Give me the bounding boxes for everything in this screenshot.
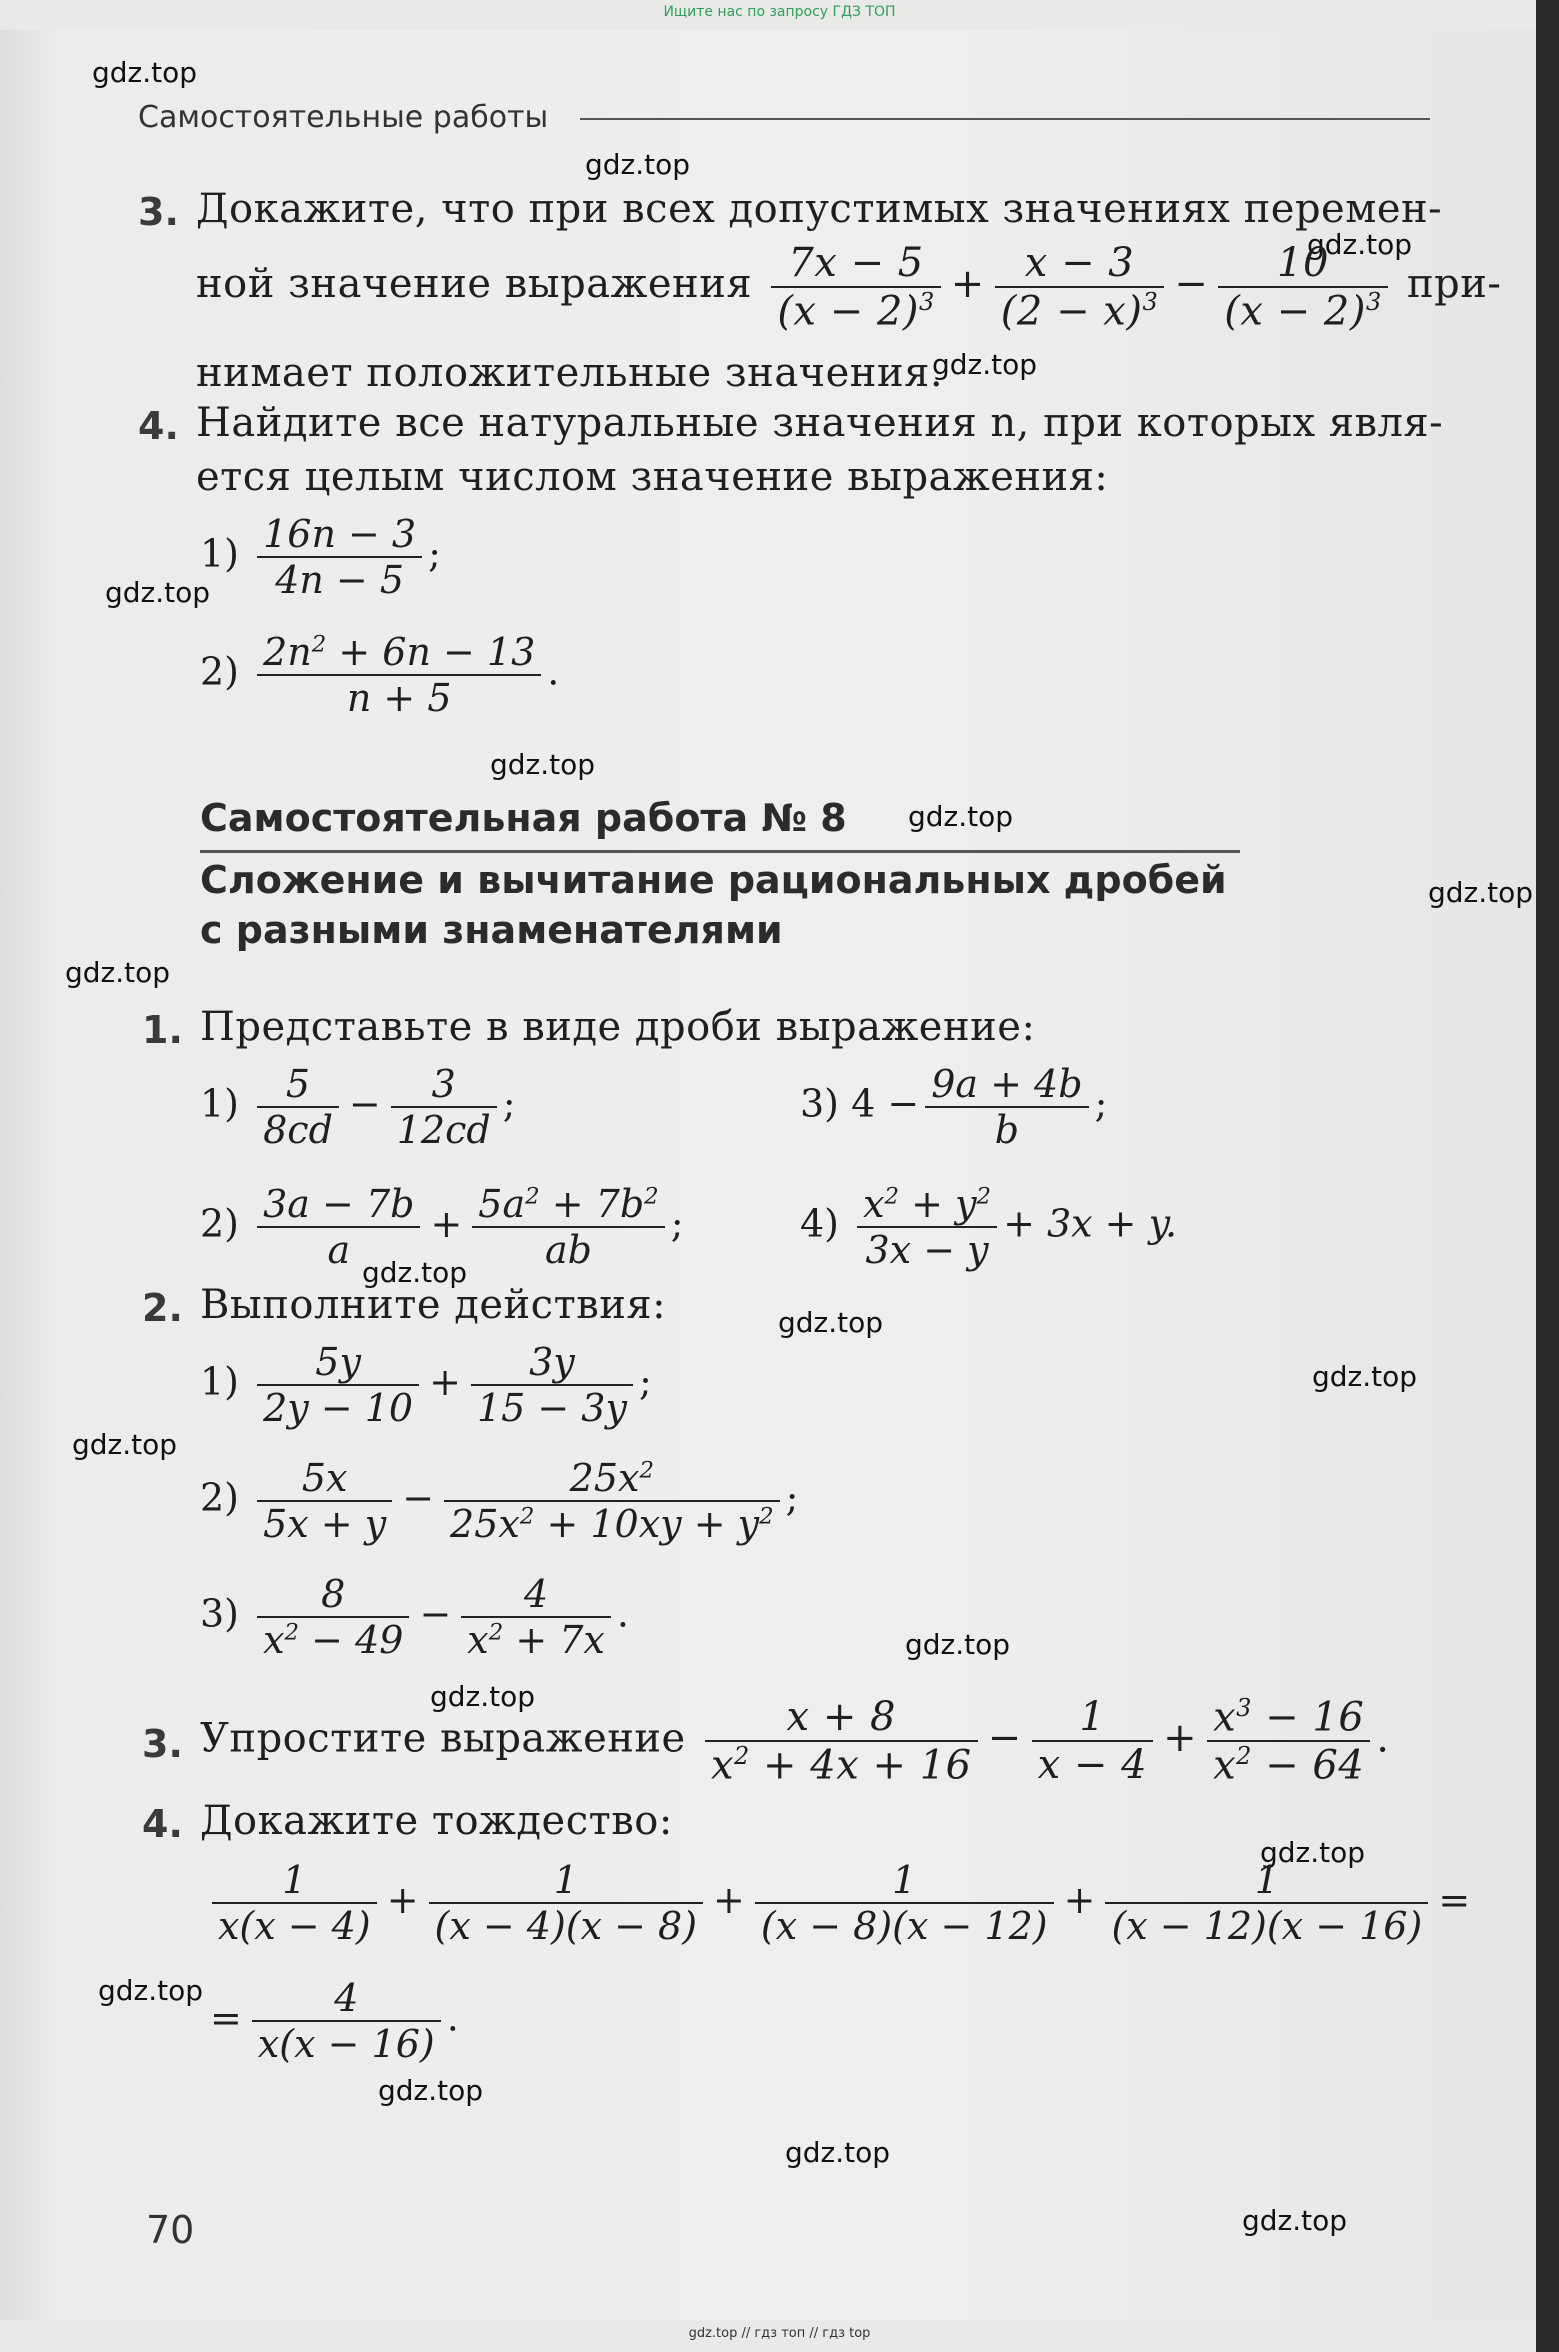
fraction: [391, 1062, 497, 1152]
section-subtitle: с разными знаменателями: [200, 908, 783, 952]
term: x: [263, 1618, 285, 1662]
fraction: [471, 1340, 633, 1430]
watermark: gdz.top: [92, 56, 198, 89]
fraction: [705, 1694, 978, 1788]
term: + y: [911, 1182, 977, 1226]
numerator: [1207, 1694, 1370, 1742]
item-label: 4): [800, 1201, 840, 1246]
task-number: 1.: [142, 1008, 183, 1052]
denominator: 3x − y: [865, 1228, 989, 1272]
term: x: [1213, 1694, 1237, 1741]
numerator: 5: [257, 1062, 339, 1108]
numerator: 1: [1032, 1694, 1153, 1742]
numerator: 1: [429, 1858, 704, 1904]
denominator: x(x − 16): [257, 2022, 435, 2066]
fraction: [212, 1858, 377, 1948]
text: ной значение выражения: [196, 261, 753, 308]
item: [200, 630, 559, 720]
denominator: [257, 1618, 409, 1662]
watermark: gdz.top: [430, 1680, 536, 1713]
item: 1) $\frac{5}{8cd}$ − $\frac{3}{12cd}$ ;: [200, 1062, 516, 1152]
numerator: 1: [755, 1858, 1054, 1904]
denominator: n + 5: [346, 676, 452, 720]
term: + 4x + 16: [763, 1742, 972, 1789]
term: − 64: [1265, 1742, 1365, 1789]
watermark: gdz.top: [1428, 876, 1534, 909]
exponent: 2: [644, 1183, 659, 1210]
denominator-base: (x − 2): [1224, 288, 1366, 335]
punct: ;: [1094, 1081, 1108, 1126]
punct: .: [547, 649, 560, 694]
fraction: [257, 630, 541, 720]
task-text: ется целым числом значение выражения:: [196, 454, 1109, 500]
term: + 6n − 13: [338, 630, 536, 674]
task-number: 2.: [142, 1286, 183, 1330]
item: 1) $\frac{5y}{2y - 10}$ + $\frac{3y}{15 - 3y}$ ;: [200, 1340, 652, 1430]
punct: .: [446, 1995, 459, 2040]
fraction: [1032, 1694, 1153, 1788]
item: 3) $\frac{8}{x^2 - 49}$ − $\frac{4}{x^2 + 7x}$ .: [200, 1572, 629, 1662]
fraction: [429, 1858, 704, 1948]
identity-line: $\frac{1}{x(x - 4)}$ + $\frac{1}{(x - 4)(x - 8)}$ + $\frac{1}{(x - 8)(x - 12)}$ + $\frac{1}{(x - 12)(x - 16)}$ =: [206, 1858, 1474, 1948]
exponent: 2: [976, 1183, 992, 1210]
exponent: 2: [1236, 1742, 1252, 1771]
denominator: 15 − 3y: [476, 1386, 627, 1430]
task-number: 3.: [142, 1722, 183, 1766]
item-label: 2): [200, 1475, 240, 1520]
fraction: [1218, 240, 1387, 334]
identity-line: [206, 1976, 459, 2066]
fraction: [444, 1456, 780, 1546]
denominator-base: (x − 2): [777, 288, 919, 335]
denominator: [1218, 288, 1387, 334]
denominator: 2y − 10: [263, 1386, 414, 1430]
numerator: [444, 1456, 780, 1502]
denominator: x − 4: [1037, 1742, 1148, 1789]
watermark: gdz.top: [490, 748, 596, 781]
punct: ;: [785, 1475, 799, 1520]
denominator: [461, 1618, 611, 1662]
watermark: gdz.top: [72, 1428, 178, 1461]
term: 25x: [450, 1502, 520, 1546]
watermark: gdz.top: [585, 148, 691, 181]
fraction: [1105, 1858, 1428, 1948]
numerator: [472, 1182, 664, 1228]
denominator: 12cd: [396, 1108, 491, 1152]
exponent: 2: [884, 1183, 900, 1210]
text: Упростите выражение: [200, 1715, 686, 1762]
fraction: [857, 1182, 997, 1272]
denominator: (x − 12)(x − 16): [1111, 1904, 1423, 1948]
denominator: (x − 4)(x − 8): [434, 1904, 698, 1948]
denominator: (x − 8)(x − 12): [760, 1904, 1048, 1948]
fraction: [257, 1062, 339, 1152]
denominator: 5x + y: [263, 1502, 387, 1546]
term: x: [467, 1618, 489, 1662]
fraction: [472, 1182, 664, 1272]
fraction: [257, 1456, 392, 1546]
exponent: 2: [525, 1183, 540, 1210]
watermark: gdz.top: [98, 1974, 204, 2007]
item: 2) $\frac{3a - 7b}{a}$ + $\frac{5a^2 + 7b^2}{ab}$ ;: [200, 1182, 684, 1272]
denominator: b: [994, 1108, 1020, 1152]
term: + 3x + y.: [1003, 1201, 1178, 1246]
item-label: 3): [200, 1591, 240, 1636]
numerator: 1: [212, 1858, 377, 1904]
numerator: 3: [391, 1062, 497, 1108]
item-label: 1): [200, 531, 240, 576]
scan-edge: [1536, 0, 1559, 2352]
task-number: 4.: [138, 404, 179, 448]
exponent: 3: [1142, 288, 1159, 316]
section-title: Самостоятельная работа № 8: [200, 796, 847, 840]
item: [800, 1182, 1177, 1272]
numerator: 5y: [257, 1340, 419, 1386]
task-text: Представьте в виде дроби выражение:: [200, 1004, 1036, 1050]
item-label: 2): [200, 649, 240, 694]
denominator: a: [327, 1228, 351, 1272]
item-label: 1): [200, 1081, 240, 1126]
bottom-banner[interactable]: gdz.top // гдз топ // гдз top: [688, 2326, 871, 2341]
punct: .: [1376, 1715, 1390, 1762]
denominator: [705, 1742, 978, 1788]
punct: ;: [502, 1081, 516, 1126]
numerator: 9a + 4b: [925, 1062, 1088, 1108]
numerator: x − 3: [995, 240, 1164, 288]
numerator: 5x: [257, 1456, 392, 1502]
text: при-: [1406, 261, 1502, 308]
denominator: 4n − 5: [275, 558, 405, 602]
punct: ;: [638, 1359, 652, 1404]
watermark: gdz.top: [1242, 2204, 1348, 2237]
task-number: 3.: [138, 190, 179, 234]
term: + 7b: [551, 1182, 645, 1226]
item: [200, 512, 441, 602]
numerator: 16n − 3: [257, 512, 422, 558]
denominator-base: (2 − x): [1000, 288, 1143, 335]
denominator: 8cd: [263, 1108, 333, 1152]
numerator: 3y: [471, 1340, 633, 1386]
task-text: Найдите все натуральные значения n, при которых явля-: [196, 400, 1444, 446]
watermark: gdz.top: [908, 800, 1014, 833]
watermark: gdz.top: [785, 2136, 891, 2169]
denominator: [771, 288, 940, 334]
term: + 7x: [515, 1618, 605, 1662]
task-text: Докажите тождество:: [200, 1798, 673, 1844]
watermark: gdz.top: [1260, 1836, 1366, 1869]
term: 4 −: [851, 1081, 920, 1126]
section-subtitle: Сложение и вычитание рациональных дробей: [200, 858, 1227, 902]
item: 2) $\frac{5x}{5x + y}$ − $\frac{25x^2}{25x^2 + 10xy + y^2}$ ;: [200, 1456, 799, 1546]
fraction: [771, 240, 940, 334]
term: − 16: [1265, 1694, 1365, 1741]
top-banner[interactable]: Ищите нас по запросу ГДЗ ТОП: [663, 4, 896, 20]
punct: ;: [670, 1201, 684, 1246]
watermark: gdz.top: [105, 576, 211, 609]
numerator: 4: [252, 1976, 441, 2022]
numerator: 1: [1105, 1858, 1428, 1904]
fraction: [461, 1572, 611, 1662]
item-label: 1): [200, 1359, 240, 1404]
watermark: gdz.top: [378, 2074, 484, 2107]
exponent: 2: [311, 631, 327, 658]
fraction: [257, 512, 422, 602]
fraction: [1207, 1694, 1370, 1789]
equals-sign: =: [1438, 1877, 1471, 1922]
item: [800, 1062, 1107, 1152]
exponent: 2: [639, 1457, 654, 1484]
fraction: [925, 1062, 1088, 1152]
task-text: Докажите, что при всех допустимых значениях перемен-: [196, 186, 1443, 232]
watermark: gdz.top: [1312, 1360, 1418, 1393]
exponent: 2: [284, 1619, 300, 1646]
term: + 10xy + y: [546, 1502, 760, 1546]
exponent: 2: [759, 1503, 774, 1530]
watermark: gdz.top: [65, 956, 171, 989]
denominator: [1207, 1742, 1370, 1788]
fraction: [257, 1182, 420, 1272]
denominator: ab: [545, 1228, 592, 1272]
task-formula-line: ной значение выражения $\frac{7x - 5}{(x - 2)^3}$ + $\frac{x - 3}{(2 - x)^3}$ − $\frac{10}{(x - 2)^3}$ при-: [196, 240, 1502, 335]
numerator: x + 8: [705, 1694, 978, 1742]
term: x: [710, 1742, 735, 1789]
term: 2n: [263, 630, 312, 674]
punct: .: [616, 1591, 629, 1636]
term: x: [1213, 1742, 1237, 1789]
exponent: 3: [1365, 288, 1382, 316]
watermark: gdz.top: [932, 348, 1038, 381]
numerator: 3a − 7b: [257, 1182, 420, 1228]
numerator: [257, 630, 541, 676]
watermark: gdz.top: [778, 1306, 884, 1339]
numerator: 4: [461, 1572, 611, 1618]
term: x: [863, 1182, 885, 1226]
fraction: [257, 1340, 419, 1430]
numerator: 8: [257, 1572, 409, 1618]
term: − 49: [311, 1618, 404, 1662]
task-formula-line: Упростите выражение $\frac{x + 8}{x^2 + 4x + 16}$ − $\frac{1}{x - 4}$ + $\frac{x^3 - 16}{x^2 - 64}$ .: [200, 1694, 1390, 1789]
watermark: gdz.top: [1307, 228, 1413, 261]
term: 25x: [569, 1456, 640, 1500]
exponent: 2: [734, 1742, 750, 1771]
fraction: [755, 1858, 1054, 1948]
item-label: 3): [800, 1081, 840, 1126]
equals-sign: =: [210, 1995, 242, 2040]
fraction: [257, 1572, 409, 1662]
denominator: [444, 1502, 780, 1546]
exponent: 3: [1236, 1694, 1252, 1722]
exponent: 2: [519, 1503, 535, 1530]
task-text: нимает положительные значения.: [196, 350, 944, 396]
watermark: gdz.top: [362, 1256, 468, 1289]
numerator: 10: [1218, 240, 1387, 288]
header-rule: [580, 118, 1430, 120]
running-header: Самостоятельные работы: [138, 100, 549, 135]
numerator: 7x − 5: [771, 240, 940, 288]
task-text: Выполните действия:: [200, 1282, 667, 1328]
numerator: [857, 1182, 997, 1228]
denominator: x(x − 4): [218, 1904, 371, 1948]
denominator: [995, 288, 1164, 334]
item-label: 2): [200, 1201, 240, 1246]
punct: ;: [428, 531, 441, 576]
term: 5a: [478, 1182, 526, 1226]
exponent: 3: [919, 288, 935, 316]
watermark: gdz.top: [905, 1628, 1011, 1661]
task-number: 4.: [142, 1802, 183, 1846]
fraction: [252, 1976, 441, 2066]
page-number: 70: [146, 2208, 195, 2252]
exponent: 2: [488, 1619, 504, 1646]
section-rule: [200, 850, 1240, 853]
fraction: [995, 240, 1164, 334]
